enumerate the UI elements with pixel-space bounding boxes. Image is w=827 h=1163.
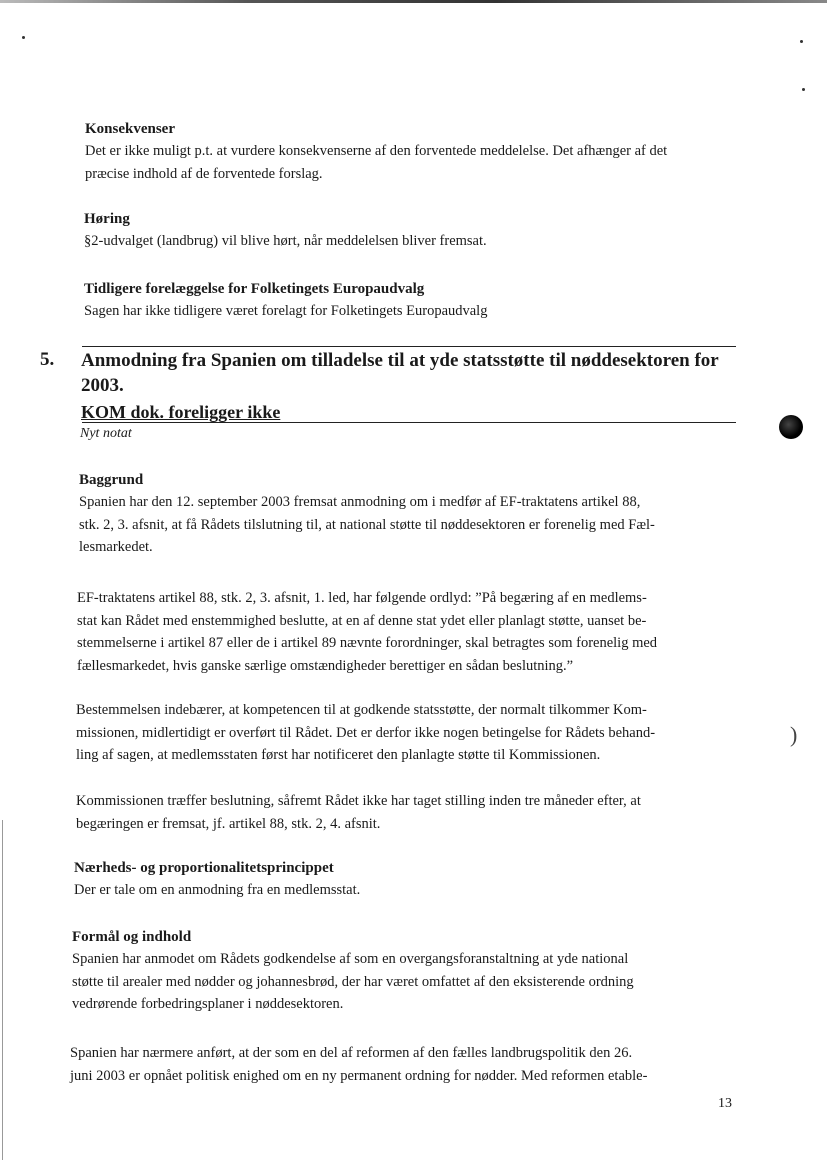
section-baggrund	[79, 469, 655, 559]
page-number: 13	[718, 1096, 732, 1111]
body-line: juni 2003 er opnået politisk enighed om en ny permanent ordning for nødder. Med reformen etable-	[70, 1067, 648, 1084]
section-naerhed	[74, 857, 360, 902]
item-number: 5.	[40, 349, 55, 370]
body-line: lesmarkedet.	[79, 539, 153, 555]
section-heading: Høring	[84, 211, 130, 227]
item5-title	[81, 348, 719, 398]
body-line: missionen, midlertidigt er overført til Rådet. Det er derfor ikke nogen betingelse for Rådets behand-	[76, 724, 656, 741]
notat-label: Nyt notat	[80, 426, 132, 441]
body-line: Kommissionen træffer beslutning, såfremt Rådet ikke har taget stilling inden tre måneder efter, at	[76, 793, 641, 809]
body-line: Spanien har den 12. september 2003 fremsat anmodning om i medfør af EF-traktatens artikel 88,	[79, 494, 641, 510]
section-heading: Formål og indhold	[72, 929, 192, 945]
body-line: begæringen er fremsat, jf. artikel 88, stk. 2, 4. afsnit.	[76, 815, 381, 832]
body-line: præcise indhold af de forventede forslag.	[85, 165, 323, 182]
divider-bottom	[82, 422, 736, 423]
body-line: Spanien har anmodet om Rådets godkendelse af som en overgangsforanstaltning at yde national	[72, 951, 629, 967]
body-line: Sagen har ikke tidligere været forelagt for Folketingets Europaudvalg	[84, 303, 488, 319]
title-line: Anmodning fra Spanien om tilladelse til at yde statsstøtte til nøddesektoren for	[81, 350, 719, 371]
scan-edge	[0, 0, 827, 3]
divider-top	[82, 346, 736, 347]
scan-bracket-mark: )	[790, 722, 798, 747]
section-tidligere	[84, 278, 487, 323]
kom-doc	[81, 401, 280, 423]
punch-hole-mark	[779, 415, 803, 439]
body-line: vedrørende forbedringsplaner i nøddesektoren.	[72, 996, 344, 1012]
scan-speck	[802, 88, 805, 91]
body-line: Bestemmelsen indebærer, at kompetencen til at godkende statsstøtte, der normalt tilkommer Kom-	[76, 702, 647, 718]
section-heading: Tidligere forelæggelse for Folketingets Europaudvalg	[84, 281, 425, 297]
section-heading: Nærheds- og proportionalitetsprincippet	[74, 860, 334, 876]
formal-para2	[70, 1042, 647, 1087]
section-horing	[84, 208, 487, 253]
body-line: ling af sagen, at medlemsstaten først har notificeret den planlagte støtte til Kommissionen.	[76, 747, 601, 763]
baggrund-para2	[77, 587, 657, 677]
title-line: 2003.	[81, 375, 124, 396]
scan-speck	[800, 40, 803, 43]
body-line: stemmelserne i artikel 87 eller de i artikel 89 nævnte forordninger, skal betragtes som forenelig med	[77, 635, 658, 651]
body-line: stk. 2, 3. afsnit, at få Rådets tilslutning til, at national støtte til nøddesektoren er forenelig med Fæl-	[79, 516, 655, 533]
body-line: Der er tale om en anmodning fra en medlemsstat.	[74, 882, 361, 898]
section-heading: Konsekvenser	[85, 121, 175, 137]
kom-doc-text: KOM dok. foreligger ikke	[81, 402, 281, 422]
body-line: Spanien har nærmere anført, at der som en del af reformen af den fælles landbrugspolitik den 26.	[70, 1045, 633, 1061]
baggrund-para4	[76, 790, 641, 835]
body-line: Det er ikke muligt p.t. at vurdere konsekvenserne af den forventede meddelelse. Det afhænger af det	[85, 143, 668, 159]
scan-speck	[22, 36, 25, 39]
section-konsekvenser	[85, 118, 667, 185]
body-line: fællesmarkedet, hvis ganske særlige omstændigheder berettiger en sådan beslutning.”	[77, 657, 574, 674]
scan-margin-line	[2, 820, 3, 1160]
section-heading: Baggrund	[79, 472, 144, 488]
body-line: støtte til arealer med nødder og johannesbrød, der har været omfattet af den eksisterende ordning	[72, 973, 634, 990]
body-line: EF-traktatens artikel 88, stk. 2, 3. afsnit, 1. led, har følgende ordlyd: ”På begæring af en medlems-	[77, 590, 647, 606]
section-formal	[72, 926, 634, 1016]
body-line: §2-udvalget (landbrug) vil blive hørt, når meddelelsen bliver fremsat.	[84, 233, 487, 249]
body-line: stat kan Rådet med enstemmighed beslutte, at en af denne stat ydet eller planlagt støtte, uanset be-	[77, 612, 647, 629]
baggrund-para3	[76, 699, 655, 767]
